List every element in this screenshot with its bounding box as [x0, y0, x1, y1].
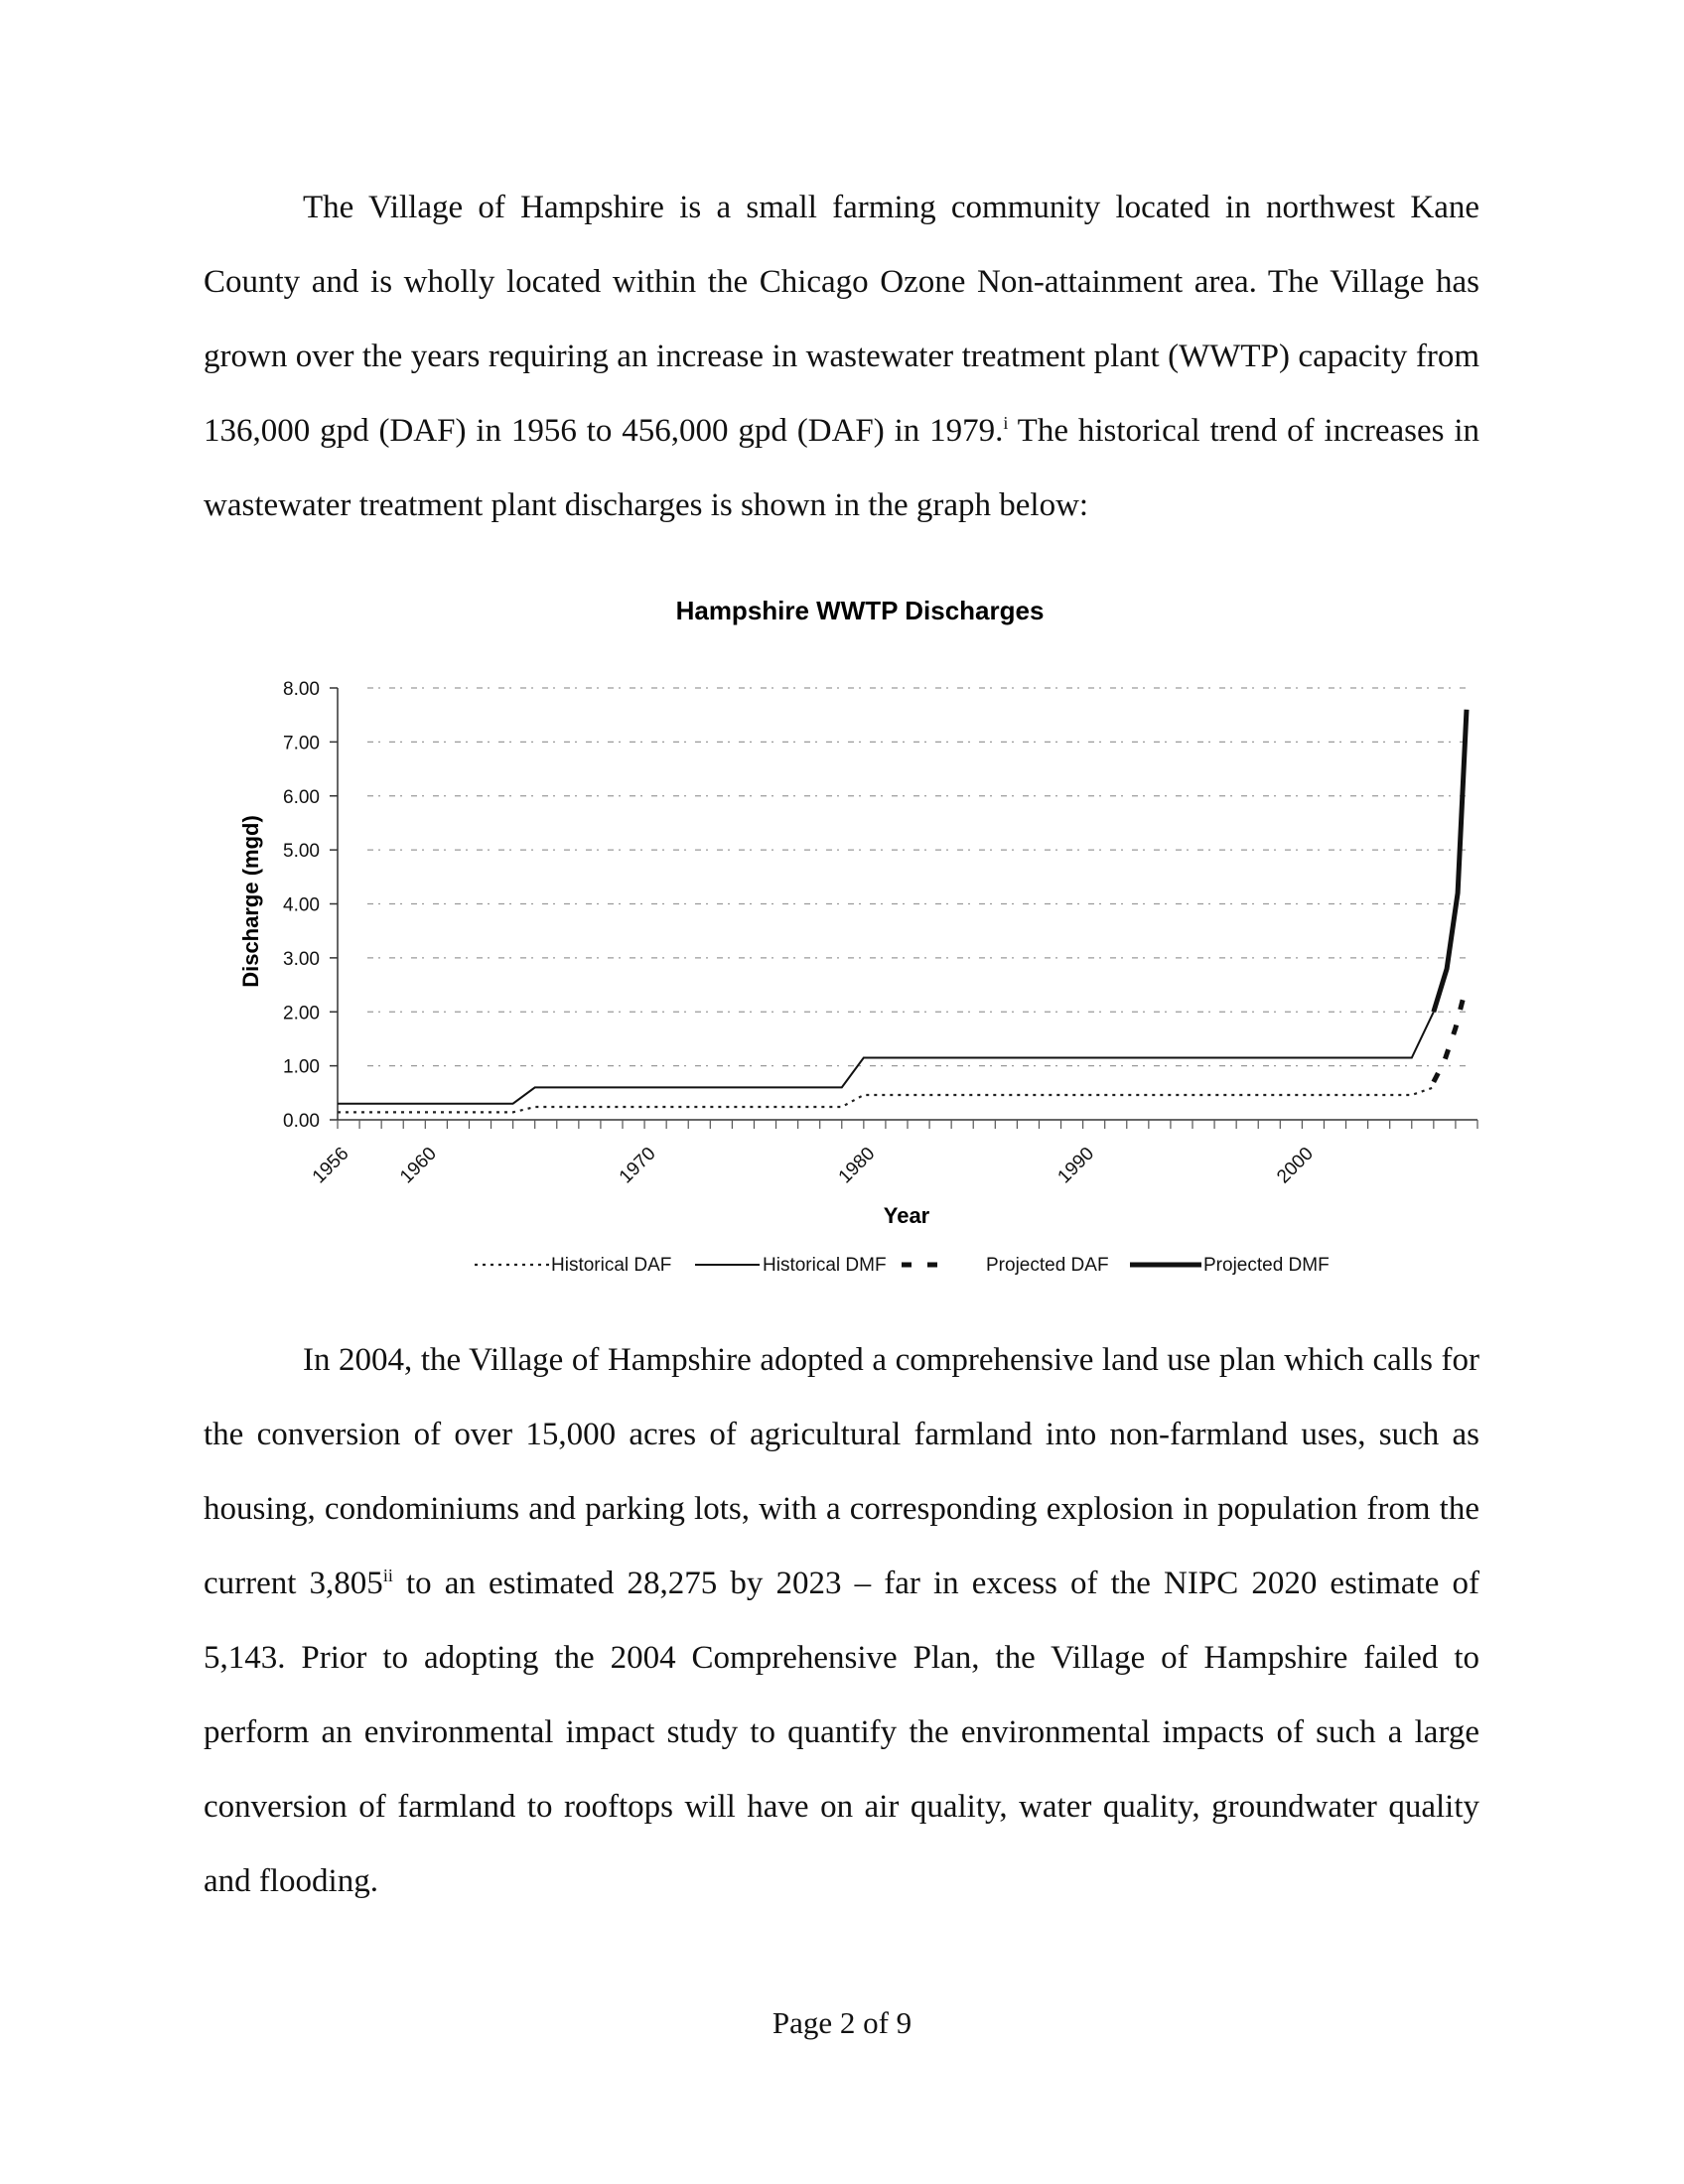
- page-number: Page 2 of 9: [772, 2005, 912, 2040]
- x-tick-labels: [309, 1144, 1318, 1188]
- series-line-historical-daf: [338, 1087, 1434, 1112]
- x-tick-label: 1960: [396, 1143, 441, 1188]
- land-use-text-continued: to an estimated 28,275 by 2023 – far in excess of the NIPC 2020 estimate of 5,143. Prior to adopting the 2004 Comprehensive Plan, the Village of Hampshire failed to perform an environmental impact study to quantify the environmental impacts of such a large conversion of farmland to rooftops will have on air quality, water quality, groundwater quality and flooding.: [204, 1566, 1479, 1899]
- y-axis-label: Discharge (mgd): [238, 815, 263, 988]
- series-line-historical-dmf: [338, 1012, 1434, 1103]
- intro-text: The Village of Hampshire is a small farming community located in northwest Kane County and is wholly located within the Chicago Ozone Non-attainment area. The Village has grown over the years requiring an increase in wastewater treatment plant (WWTP) capacity from 136,000 gpd (DAF) in 1956 to 456,000 gpd (DAF) in 1979.: [204, 190, 1479, 449]
- chart-axes: [330, 688, 1477, 1129]
- x-axis-label: Year: [883, 1203, 930, 1228]
- x-tick-label: 1990: [1053, 1143, 1099, 1188]
- y-tick-label: 4.00: [283, 894, 320, 916]
- y-tick-label: 2.00: [283, 1003, 320, 1024]
- legend-label-historical-daf: Historical DAF: [551, 1255, 672, 1276]
- series-line-projected-dmf: [1434, 710, 1467, 1013]
- x-tick-label: 1970: [615, 1143, 660, 1188]
- chart-legend: [475, 1255, 1330, 1276]
- intro-text-continued: The historical trend of increases in wastewater treatment plant discharges is shown in the graph below:: [204, 413, 1479, 523]
- x-tick-label: 1980: [834, 1143, 880, 1188]
- chart-gridlines: [367, 688, 1468, 1066]
- legend-label-historical-dmf: Historical DMF: [763, 1255, 887, 1276]
- chart-series: [338, 710, 1467, 1113]
- x-tick-label: 1956: [308, 1143, 353, 1188]
- y-tick-labels: [283, 679, 320, 1132]
- legend-label-projected-daf: Projected DAF: [986, 1255, 1109, 1276]
- footnote-marker-i: i: [1003, 413, 1009, 433]
- chart-title: Hampshire WWTP Discharges: [675, 596, 1045, 625]
- y-tick-label: 1.00: [283, 1056, 320, 1078]
- legend-label-projected-dmf: Projected DMF: [1203, 1255, 1330, 1276]
- y-tick-label: 0.00: [283, 1111, 320, 1132]
- y-tick-label: 7.00: [283, 733, 320, 754]
- y-tick-label: 3.00: [283, 948, 320, 970]
- land-use-text: In 2004, the Village of Hampshire adopted a comprehensive land use plan which calls for the conversion of over 15,000 acres of agricultural farmland into non-farmland uses, such as housing, condominiums and parking lots, with a corresponding explosion in population from the current 3,805: [204, 1342, 1479, 1601]
- footnote-marker-ii: ii: [382, 1566, 393, 1585]
- y-tick-label: 6.00: [283, 786, 320, 808]
- y-tick-label: 5.00: [283, 841, 320, 863]
- land-use-paragraph: [204, 1323, 1479, 1919]
- x-tick-label: 2000: [1273, 1143, 1318, 1188]
- y-tick-label: 8.00: [283, 679, 320, 700]
